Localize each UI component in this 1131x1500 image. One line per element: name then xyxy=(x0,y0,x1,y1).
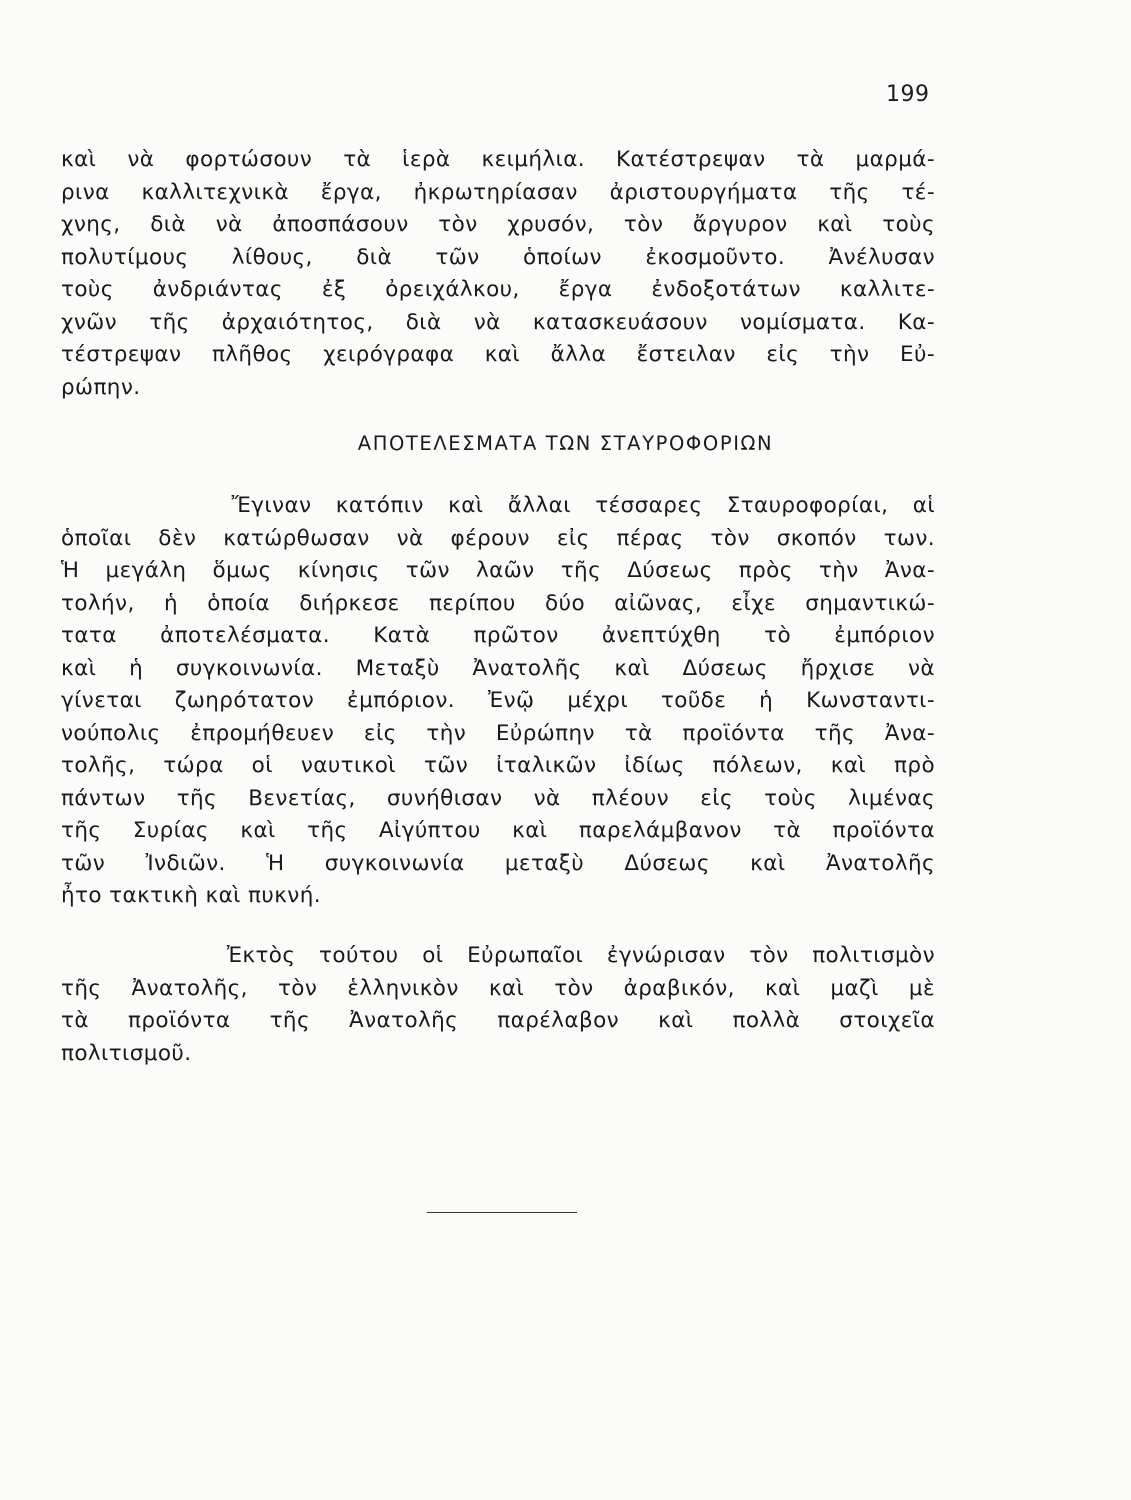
text-line: καὶ ἡ συγκοινωνία. Μεταξὺ Ἀνατολῆς καὶ Δύσεως ἤρχισε νὰ xyxy=(61,655,935,681)
section-heading: ΑΠΟΤΕΛΕΣΜΑΤΑ ΤΩΝ ΣΤΑΥΡΟΦΟΡΙΩΝ xyxy=(357,432,774,455)
text-line: πολιτισμοῦ. xyxy=(61,1040,192,1066)
text-line: χνῶν τῆς ἀρχαιότητος, διὰ νὰ κατασκευάσουν νομίσματα. Κα- xyxy=(61,309,935,335)
paragraph-2 xyxy=(61,490,935,913)
text-line: χνης, διὰ νὰ ἀποσπάσουν τὸν χρυσόν, τὸν ἄργυρον καὶ τοὺς xyxy=(61,212,935,237)
text-line: ρώπην. xyxy=(61,374,141,400)
text-line: τὰ προϊόντα τῆς Ἀνατολῆς παρέλαβον καὶ πολλὰ στοιχεῖα xyxy=(61,1008,935,1033)
text-line: τέστρεψαν πλῆθος χειρόγραφα καὶ ἄλλα ἔστειλαν εἰς τὴν Εὐ- xyxy=(61,342,935,367)
page-number: 199 xyxy=(886,82,930,107)
text-line: τοὺς ἀνδριάντας ἐξ ὀρειχάλκου, ἔργα ἐνδοξοτάτων καλλιτε- xyxy=(61,277,935,302)
text-line: τολήν, ἡ ὁποία διήρκεσε περίπου δύο αἰῶνας, εἶχε σημαντικώ- xyxy=(61,590,935,616)
text-line: τῶν Ἰνδιῶν. Ἡ συγκοινωνία μεταξὺ Δύσεως καὶ Ἀνατολῆς xyxy=(61,850,935,876)
text-line: ὁποῖαι δὲν κατώρθωσαν νὰ φέρουν εἰς πέρας τὸν σκοπόν των. xyxy=(61,525,935,551)
section-divider xyxy=(427,1212,577,1213)
text-line: καὶ νὰ φορτώσουν τὰ ἱερὰ κειμήλια. Κατέστρεψαν τὰ μαρμά- xyxy=(61,147,935,172)
text-line: πάντων τῆς Βενετίας, συνήθισαν νὰ πλέουν εἰς τοὺς λιμένας xyxy=(61,785,935,811)
paragraph-1 xyxy=(61,144,935,404)
text-line: γίνεται ζωηρότατον ἐμπόριον. Ἐνῷ μέχρι τοῦδε ἡ Κωνσταντι- xyxy=(61,688,935,713)
text-line: τῆς Ἀνατολῆς, τὸν ἑλληνικὸν καὶ τὸν ἀραβικόν, καὶ μαζὶ μὲ xyxy=(61,975,935,1001)
text-line: πολυτίμους λίθους, διὰ τῶν ὁποίων ἐκοσμοῦντο. Ἀνέλυσαν xyxy=(61,244,935,270)
text-line: Ἡ μεγάλη ὅμως κίνησις τῶν λαῶν τῆς Δύσεως πρὸς τὴν Ἀνα- xyxy=(61,558,935,583)
text-line: ρινα καλλιτεχνικὰ ἔργα, ἠκρωτηρίασαν ἀριστουργήματα τῆς τέ- xyxy=(61,179,935,205)
text-line: Ἐκτὸς τούτου οἱ Εὐρωπαῖοι ἐγνώρισαν τὸν πολιτισμὸν xyxy=(61,943,935,968)
text-line: τολῆς, τώρα οἱ ναυτικοὶ τῶν ἰταλικῶν ἰδίως πόλεων, καὶ πρὸ xyxy=(61,753,935,778)
text-line: νούπολις ἐπρομήθευεν εἰς τὴν Εὐρώπην τὰ προϊόντα τῆς Ἀνα- xyxy=(61,720,935,746)
text-line: τῆς Συρίας καὶ τῆς Αἰγύπτου καὶ παρελάμβανον τὰ προϊόντα xyxy=(61,818,935,843)
text-line: Ἔγιναν κατόπιν καὶ ἄλλαι τέσσαρες Σταυροφορίαι, αἱ xyxy=(61,493,935,518)
text-line: τατα ἀποτελέσματα. Κατὰ πρῶτον ἀνεπτύχθη τὸ ἐμπόριον xyxy=(61,623,935,648)
text-line: ἦτο τακτικὴ καὶ πυκνή. xyxy=(61,883,321,908)
paragraph-3 xyxy=(61,940,935,1070)
